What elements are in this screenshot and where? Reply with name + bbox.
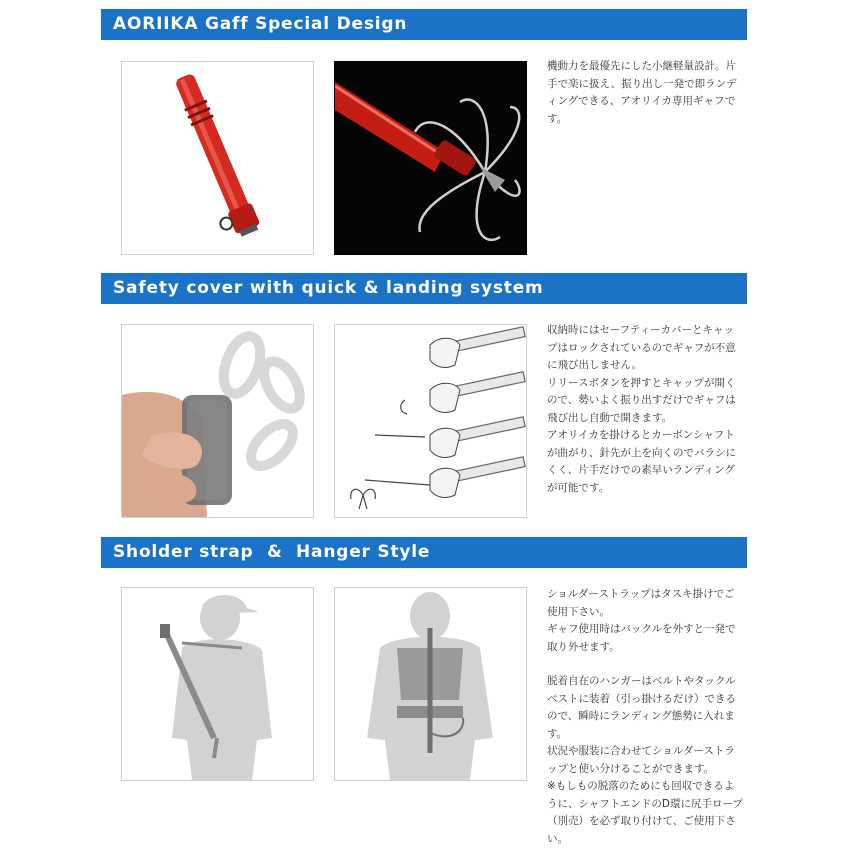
description-paragraph: 機動力を最優先にした小継軽量設計。片手で楽に扱え、振り出し一発で即ランディングできる、アオリイカ専用ギャフです。: [547, 60, 737, 125]
description-paragraph: リリースボタンを押すとキャップが開くので、勢いよく振り出すだけでギャフは飛び出し自動で開きます。: [547, 376, 736, 424]
section-description: [547, 58, 743, 128]
description-paragraph: アオリイカを掛けるとカーボンシャフトが曲がり、針先が上を向くのでバラシにくく、片手だけでの素早いランディングが可能です。: [547, 429, 736, 494]
section-description: [547, 586, 743, 848]
section-title: Sholder strap & Hanger Style: [113, 542, 431, 562]
gaff-collapsed-image: [121, 61, 314, 255]
landing-system-diagram: [334, 324, 527, 518]
description-paragraph: ショルダーストラップはタスキ掛けでご使用下さい。: [547, 588, 735, 618]
section-banner-safety: [101, 273, 747, 304]
description-paragraph: 収納時にはセーフティーカバーとキャップはロックされているのでギャフが不意に飛び出しません。: [547, 324, 736, 371]
section-banner-strap: [101, 537, 747, 568]
safety-cover-hand-image: [121, 324, 314, 518]
paragraph-gap: [547, 656, 743, 673]
shoulder-strap-silhouette-image: [121, 587, 314, 781]
section-banner-design: [101, 9, 747, 40]
gaff-hook-closeup-image: [334, 61, 527, 255]
description-paragraph: ※もしもの脱落のためにも回収できるように、シャフトエンドのD環に尻手ロープ（別売）を必ず取り付けて、ご使用下さい。: [547, 780, 743, 845]
description-paragraph: 脱着自在のハンガーはベルトやタックルベストに装着（引っ掛けるだけ）できるので、瞬時にランディング態勢に入れます。: [547, 675, 736, 740]
section-title: AORIIKA Gaff Special Design: [113, 14, 408, 34]
hanger-style-silhouette-image: [334, 587, 527, 781]
section-description: [547, 322, 743, 497]
description-paragraph: ギャフ使用時はバックルを外すと一発で取り外せます。: [547, 623, 736, 653]
description-paragraph: 状況や服装に合わせてショルダーストラップと使い分けることができます。: [547, 745, 735, 775]
section-title: Safety cover with quick & landing system: [113, 278, 544, 298]
